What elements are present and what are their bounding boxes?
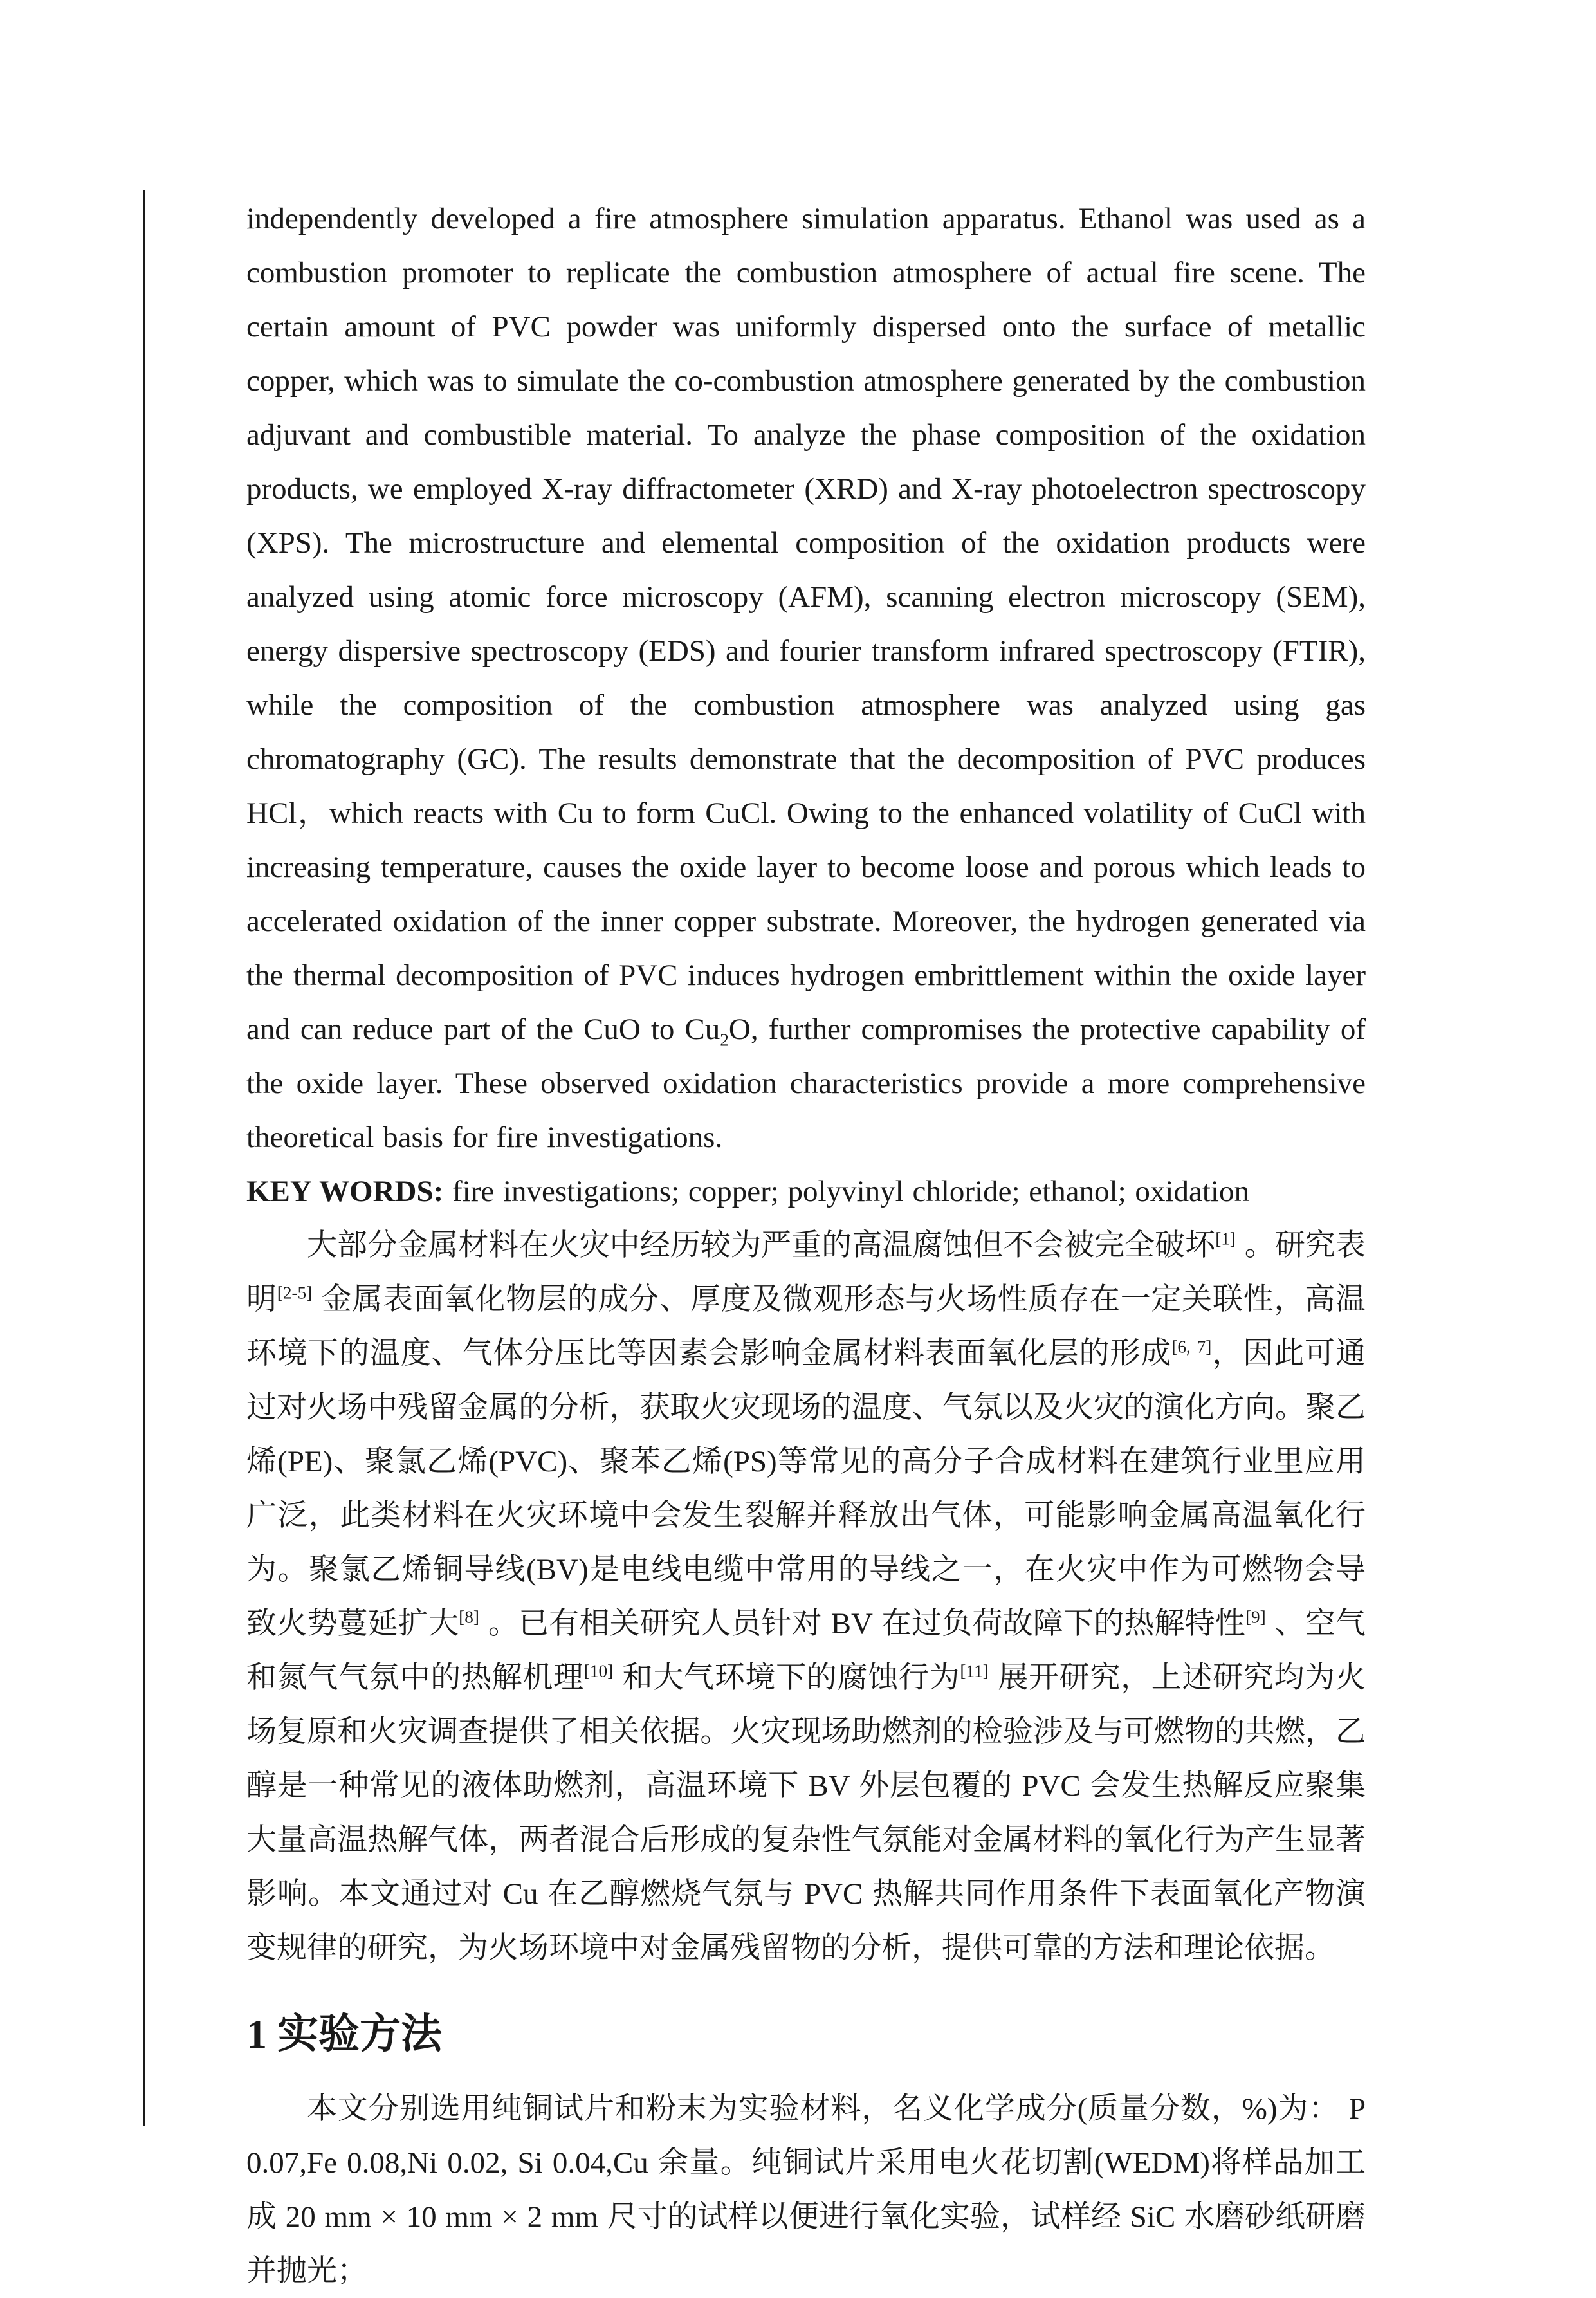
intro-text-3: 金属表面氧化物层的成分、厚度及微观形态与火场性质存在一定关联性，高温环境下的温度、气体分压比等因素会影响金属材料表面氧化层的形成 [246,1283,1366,1370]
intro-text-8: 展开研究，上述研究均为火场复原和火灾调查提供了相关依据。火灾现场助燃剂的检验涉及与可燃物的共燃，乙醇是一种常见的液体助燃剂，高温环境下 BV 外层包覆的 PVC 会发生热解反应聚集大量高温热解气体，两者混合后形成的复杂性气氛能对金属材料的氧化行为产生显著影响。本文通过对 Cu 在乙醇燃烧气氛与 PVC 热解共同作用条件下表面氧化产物演变规律的研究，为火场环境中对金属残留物的分析，提供可靠的方法和理论依据。 [246,1661,1366,1965]
page-content [246,192,1366,2298]
citation-ref-8: [8] [459,1607,479,1627]
experimental-method-paragraph: 本文分别选用纯铜试片和粉末为实验材料，名义化学成分(质量分数，%)为： P 0.07,Fe 0.08,Ni 0.02, Si 0.04,Cu 余量。纯铜试片采用电火花切割(WEDM)将样品加工成 20 mm × 10 mm × 2 mm 尺寸的试样以便进行氧化实验，试样经 SiC 水磨砂纸研磨并抛光； [246,2092,1366,2288]
section-1-heading: 1 实验方法 [246,2011,442,2057]
intro-text-6: 、空气和氮气气氛中的热解机理 [246,1607,1366,1695]
citation-ref-10: [10] [583,1661,614,1681]
cu2o-subscript: 2 [720,1030,729,1050]
citation-ref-9: [9] [1245,1607,1266,1627]
citation-ref-11: [11] [960,1661,989,1681]
citation-ref-6-7: [6, 7] [1171,1337,1212,1357]
keywords-label: KEY WORDS: [246,1175,444,1208]
intro-text-2: 。研究表明 [246,1229,1366,1316]
intro-text-7: 和大气环境下的腐蚀行为 [613,1661,960,1695]
intro-text-5: 。已有相关研究人员针对 BV 在过负荷故障下的热解特性 [479,1607,1245,1641]
abstract-continuation-paragraph [246,192,1366,1164]
intro-text-4: ，因此可通过对火场中残留金属的分析，获取火灾现场的温度、气氛以及火灾的演化方向。聚乙烯(PE)、聚氯乙烯(PVC)、聚苯乙烯(PS)等常见的高分子合成材料在建筑行业里应用广泛，此类材料在火灾环境中会发生裂解并释放出气体，可能影响金属高温氧化行为。聚氯乙烯铜导线(BV)是电线电缆中常用的导线之一，在火灾中作为可燃物会导致火势蔓延扩大 [246,1337,1366,1641]
abstract-text-part1: independently developed a fire atmosphere simulation apparatus. Ethanol was used as a combustion promoter to replicate the combustion atmosphere of actual fire scene. The certain amount of PVC powder was uniformly dispersed onto the surface of metallic copper, which was to simulate the co-combustion atmosphere generated by the combustion adjuvant and combustible material. To analyze the phase composition of the oxidation products, we employed X-ray diffractometer (XRD) and X-ray photoelectron spectroscopy (XPS). The microstructure and elemental composition of the oxidation products were analyzed using atomic force microscopy (AFM), scanning electron microscopy (SEM), energy dispersive spectroscopy (EDS) and fourier transform infrared spectroscopy (FTIR), while the composition of the combustion atmosphere was analyzed using gas chromatography (GC). The results demonstrate that the decomposition of PVC produces HCl，which reacts with Cu to form CuCl. Owing to the enhanced volatility of CuCl with increasing temperature, causes the oxide layer to become loose and porous which leads to accelerated oxidation of the inner copper substrate. Moreover, the hydrogen generated via the thermal decomposition of PVC induces hydrogen embrittlement within the oxide layer and can reduce part of the CuO to Cu [246,202,1366,1046]
citation-ref-2-5: [2-5] [277,1283,313,1303]
introduction-paragraph [246,1218,1366,1975]
keywords-paragraph [246,1164,1366,1218]
abstract-text-part2: O, further compromises the protective capability of the oxide layer. These observed oxidation characteristics provide a more comprehensive theoretical basis for fire investigations. [246,1013,1366,1154]
citation-ref-1: [1] [1215,1229,1236,1249]
keywords-list: fire investigations; copper; polyvinyl chloride; ethanol; oxidation [443,1175,1249,1208]
intro-text-1: 大部分金属材料在火灾中经历较为严重的高温腐蚀但不会被完全破坏 [307,1229,1216,1262]
left-margin-rule [143,190,145,2126]
